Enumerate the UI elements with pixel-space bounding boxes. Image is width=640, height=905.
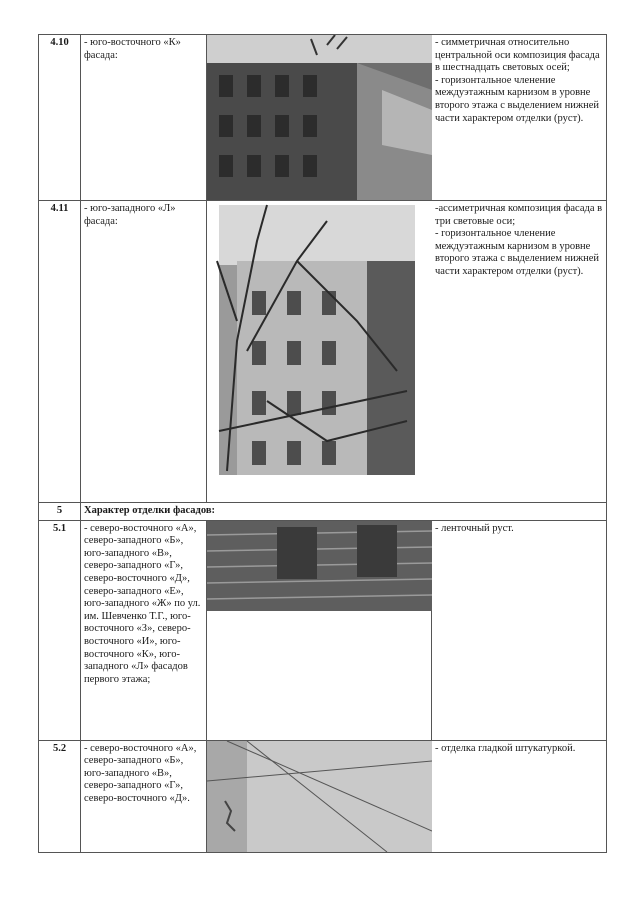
facade-table bbox=[38, 34, 607, 853]
facade-name: - северо-восточного «А», северо-западного «Б», юго-западного «В», северо-западного «Г», северо-восточного «Д». bbox=[81, 740, 207, 852]
row-number: 4.11 bbox=[39, 201, 81, 503]
facade-description: - симметричная относительно центральной оси композиция фасада в шестнадцать световых осей; - горизонтальное членение междуэтажным карнизом в уровне второго этажа с выделением нижней части характером отделки (руст). bbox=[432, 35, 607, 201]
row-number: 4.10 bbox=[39, 35, 81, 201]
facade-name: - юго-восточного «К» фасада: bbox=[81, 35, 207, 201]
row-number: 5.2 bbox=[39, 740, 81, 852]
section-number: 5 bbox=[39, 503, 81, 521]
facade-name: - юго-западного «Л» фасада: bbox=[81, 201, 207, 503]
facade-description: -ассиметричная композиция фасада в три световые оси; - горизонтальное членение междуэтажным карнизом в уровне второго этажа с выделением нижней части характером отделки (руст). bbox=[432, 201, 607, 503]
table-row bbox=[39, 201, 607, 503]
table-row bbox=[39, 35, 607, 201]
section-title: Характер отделки фасадов: bbox=[81, 503, 607, 521]
facade-photo bbox=[207, 521, 432, 611]
document-page bbox=[38, 34, 606, 856]
table-row bbox=[39, 520, 607, 740]
photo-cell bbox=[207, 201, 432, 503]
table-row bbox=[39, 740, 607, 852]
facade-photo bbox=[207, 35, 432, 200]
photo-cell bbox=[207, 740, 432, 852]
facade-name: - северо-восточного «А», северо-западного «Б», юго-западного «В», северо-западного «Г», северо-восточного «Д», северо-западного «Е», юго-западного «Ж» по ул. им. Шевченко Т.Г., юго-восточного «З», северо-восточного «И», юго-восточного «К», юго-западного «Л» фасадов первого этажа; bbox=[81, 520, 207, 740]
section-header-row bbox=[39, 503, 607, 521]
facade-photo bbox=[207, 741, 432, 852]
facade-description: - отделка гладкой штукатуркой. bbox=[432, 740, 607, 852]
photo-cell bbox=[207, 35, 432, 201]
facade-description: - ленточный руст. bbox=[432, 520, 607, 740]
facade-photo bbox=[207, 201, 432, 502]
row-number: 5.1 bbox=[39, 520, 81, 740]
photo-cell bbox=[207, 520, 432, 740]
